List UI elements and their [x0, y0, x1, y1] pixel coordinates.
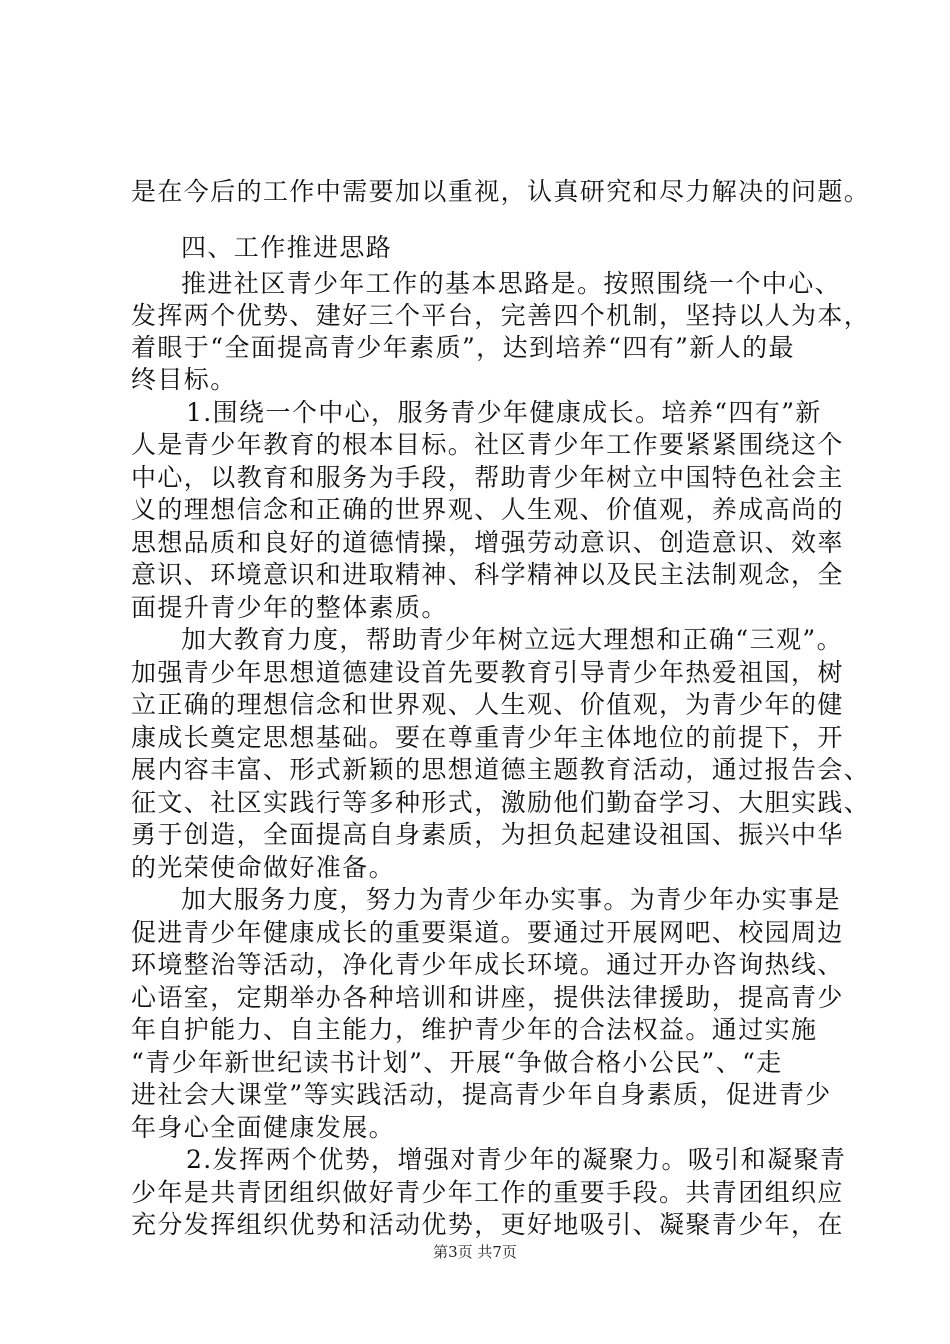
text-line: 少年是共青团组织做好青少年工作的重要手段。共青团组织应: [131, 1178, 844, 1207]
text-line: 义的理想信念和正确的世界观、人生观、价值观，养成高尚的: [131, 495, 844, 524]
text-line: 的光荣使命做好准备。: [131, 853, 396, 882]
section-heading: 四、工作推进思路: [181, 233, 393, 262]
text-line: 面提升青少年的整体素质。: [131, 593, 448, 622]
page-number-footer: 第3页 共7页: [433, 1243, 517, 1261]
text-line: 加强青少年思想道德建设首先要教育引导青少年热爱祖国，树: [131, 658, 844, 687]
text-line: “青少年新世纪读书计划”、开展“争做合格小公民”、“走: [131, 1048, 783, 1077]
text-line: 推进社区青少年工作的基本思路是。按照围绕一个中心、: [181, 269, 842, 298]
text-line: 年自护能力、自主能力，维护青少年的合法权益。通过实施: [131, 1015, 818, 1044]
text-line: 勇于创造，全面提高自身素质，为担负起建设祖国、振兴中华: [131, 820, 844, 849]
text-line: 促进青少年健康成长的重要渠道。要通过开展网吧、校园周边: [131, 918, 844, 947]
text-line: 心语室，定期举办各种培训和讲座，提供法律援助，提高青少: [131, 983, 844, 1012]
text-line: 1.围绕一个中心，服务青少年健康成长。培养“四有”新: [186, 398, 822, 427]
text-line: 年身心全面健康发展。: [131, 1113, 396, 1142]
text-line: 加大服务力度，努力为青少年办实事。为青少年办实事是: [181, 885, 842, 914]
text-line: 进社会大课堂”等实践活动，提高青少年自身素质，促进青少: [131, 1080, 832, 1109]
text-line: 康成长奠定思想基础。要在尊重青少年主体地位的前提下，开: [131, 723, 844, 752]
text-line: 充分发挥组织优势和活动优势，更好地吸引、凝聚青少年，在: [131, 1210, 844, 1239]
text-line: 立正确的理想信念和世界观、人生观、价值观，为青少年的健: [131, 690, 844, 719]
text-line: 加大教育力度，帮助青少年树立远大理想和正确“三观”。: [181, 625, 843, 654]
text-line: 环境整治等活动，净化青少年成长环境。通过开办咨询热线、: [131, 950, 844, 979]
text-line: 2.发挥两个优势，增强对青少年的凝聚力。吸引和凝聚青: [186, 1145, 847, 1174]
text-line: 终目标。: [131, 365, 237, 394]
text-line: 思想品质和良好的道德情操，增强劳动意识、创造意识、效率: [131, 528, 844, 557]
text-line: 中心，以教育和服务为手段，帮助青少年树立中国特色社会主: [131, 463, 844, 492]
text-line: 展内容丰富、形式新颖的思想道德主题教育活动，通过报告会、: [131, 755, 871, 784]
text-line: 发挥两个优势、建好三个平台，完善四个机制，坚持以人为本，: [131, 301, 871, 330]
text-line: 人是青少年教育的根本目标。社区青少年工作要紧紧围绕这个: [131, 430, 844, 459]
text-line: 征文、社区实践行等多种形式，激励他们勤奋学习、大胆实践、: [131, 788, 871, 817]
text-line: 是在今后的工作中需要加以重视，认真研究和尽力解决的问题。: [131, 177, 871, 206]
text-line: 着眼于“全面提高青少年素质”，达到培养“四有”新人的最: [131, 333, 795, 362]
text-line: 意识、环境意识和进取精神、科学精神以及民主法制观念，全: [131, 560, 844, 589]
